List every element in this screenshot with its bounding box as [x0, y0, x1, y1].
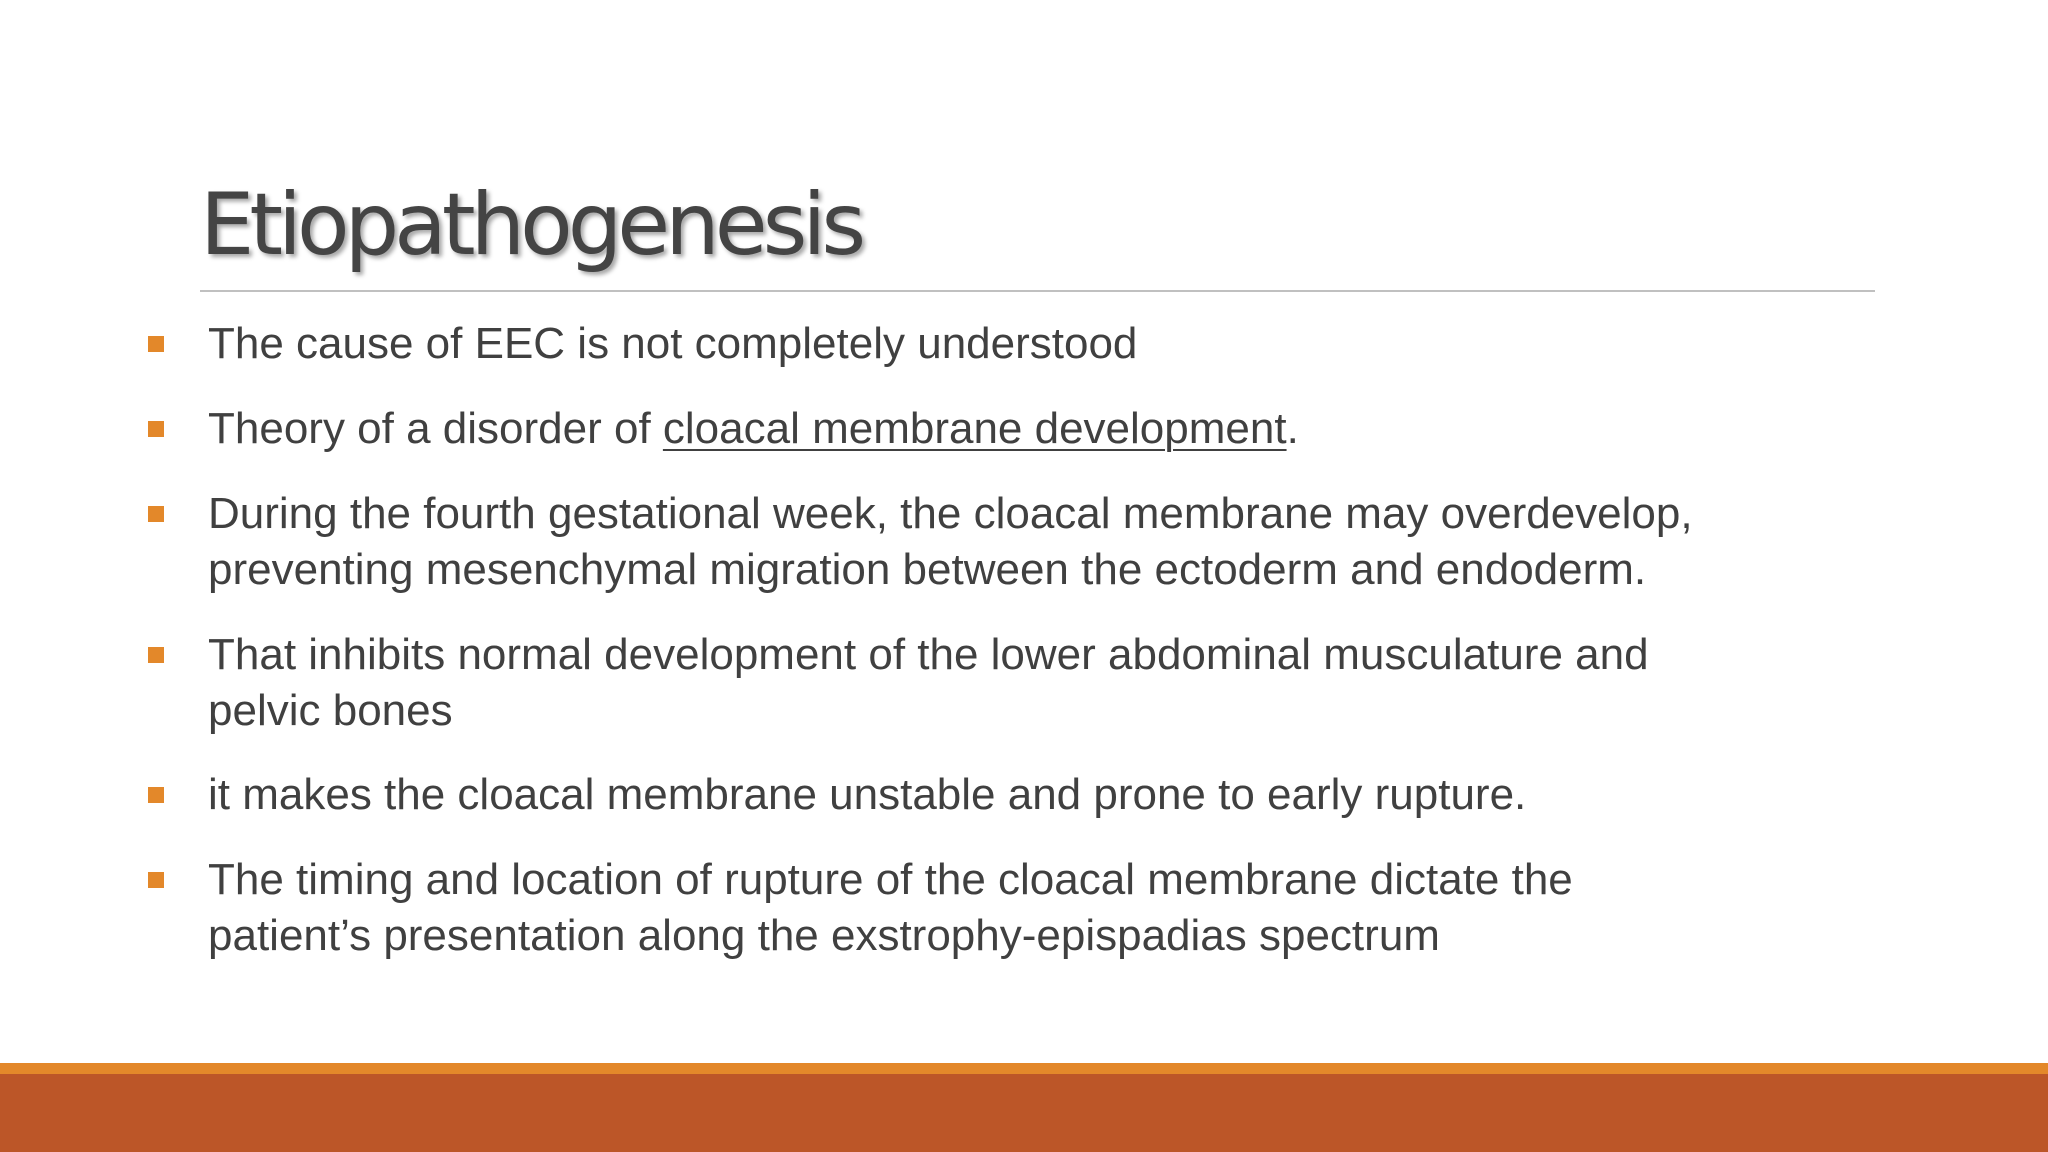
bullet-line-2: pelvic bones	[208, 686, 453, 735]
square-bullet-icon	[148, 647, 164, 663]
footer-band	[0, 1074, 2048, 1152]
slide-title: Etiopathogenesis	[200, 175, 862, 275]
cloacal-membrane-link[interactable]: cloacal membrane development	[662, 404, 1287, 453]
bullet-text	[208, 401, 1848, 457]
bullet-text	[208, 486, 1848, 598]
footer-accent-stripe	[0, 1063, 2048, 1074]
square-bullet-icon	[148, 421, 164, 437]
square-bullet-icon	[148, 336, 164, 352]
bullet-text	[208, 316, 1848, 372]
square-bullet-icon	[148, 787, 164, 803]
bullet-line: The cause of EEC is not completely understood	[208, 319, 1138, 368]
bullet-line-1: The timing and location of rupture of the cloacal membrane dictate the	[208, 855, 1573, 904]
bullet-line-2: preventing mesenchymal migration between the ectoderm and endoderm.	[208, 545, 1647, 594]
bullet-line-1: That inhibits normal development of the lower abdominal musculature and	[208, 630, 1649, 679]
bullet-line: it makes the cloacal membrane unstable and prone to early rupture.	[208, 770, 1527, 819]
bullet-suffix: .	[1286, 404, 1299, 453]
square-bullet-icon	[148, 872, 164, 888]
bullet-line-1: During the fourth gestational week, the cloacal membrane may overdevelop,	[208, 489, 1693, 538]
bullet-line-2: patient’s presentation along the exstrophy-epispadias spectrum	[208, 911, 1440, 960]
bullet-text	[208, 627, 1848, 739]
bullet-text	[208, 767, 1848, 823]
square-bullet-icon	[148, 506, 164, 522]
bullet-text	[208, 852, 1848, 964]
bullet-prefix: Theory of a disorder of	[208, 404, 663, 453]
